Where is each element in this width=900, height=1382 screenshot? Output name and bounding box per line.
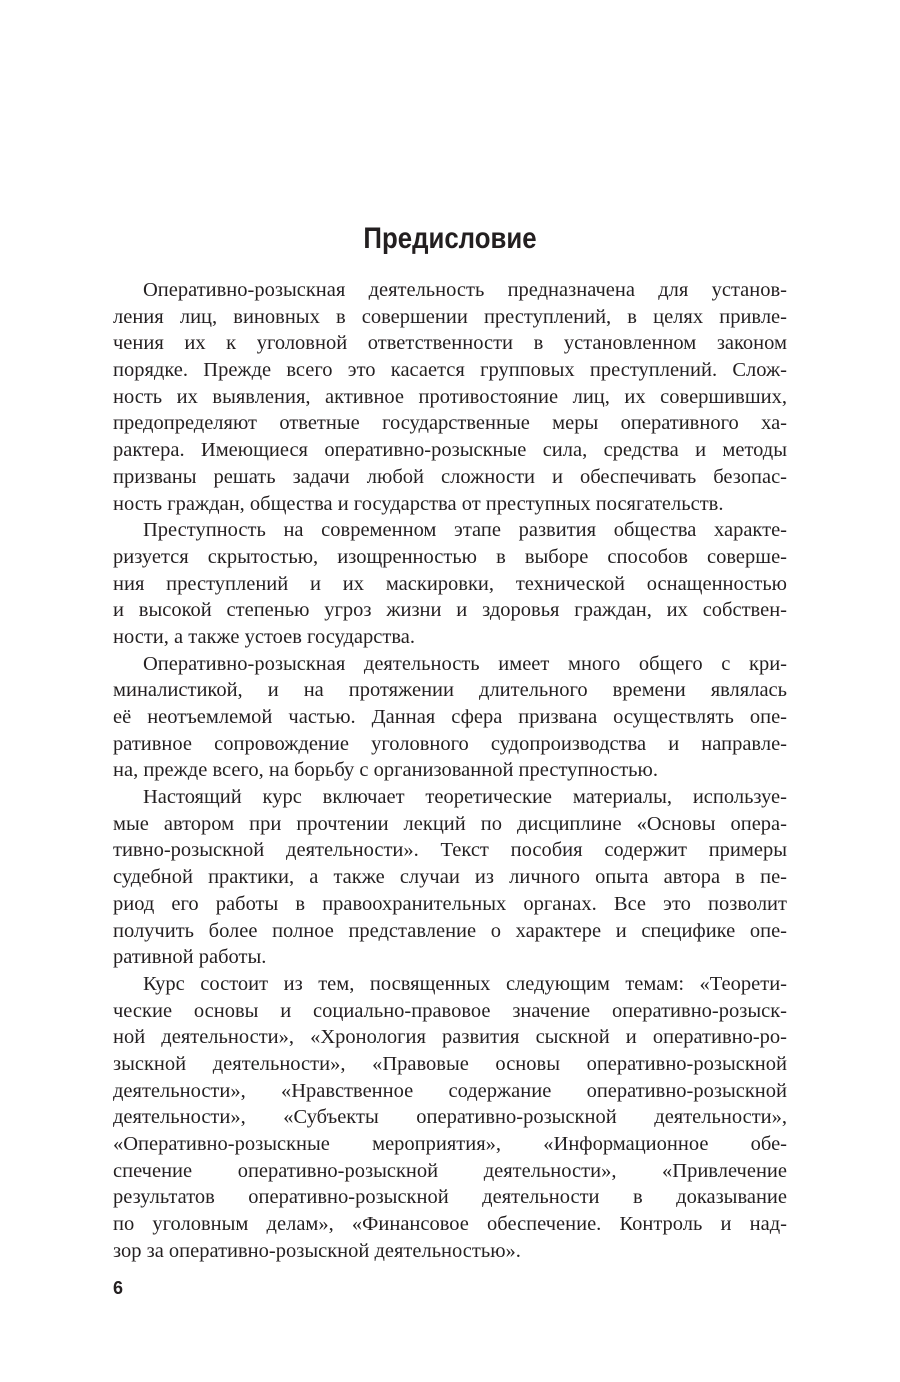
text-line: предопределяют ответные государственные меры оперативного ха- — [113, 412, 787, 435]
text-line: получить более полное представление о характере и специфике опе- — [113, 919, 787, 942]
text-line: судебной практики, а также случаи из личного опыта автора в пе- — [113, 866, 787, 889]
text-line: призваны решать задачи любой сложности и обеспечивать безопас- — [113, 465, 787, 488]
text-line: на, прежде всего, на борьбу с организованной преступностью. — [113, 759, 658, 782]
text-line: ративной работы. — [113, 946, 267, 969]
paragraph — [113, 517, 787, 650]
text-line: её неотъемлемой частью. Данная сфера призвана осуществлять опе- — [113, 706, 787, 728]
text-line: «Оперативно-розыскные мероприятия», «Информационное обе- — [113, 1133, 787, 1155]
text-line: рактера. Имеющиеся оперативно-розыскные сила, средства и методы — [113, 439, 787, 462]
text-line: Оперативно-розыскная деятельность имеет много общего с кри- — [143, 652, 787, 675]
paragraph — [113, 971, 787, 1265]
text-line: деятельности», «Субъекты оперативно-розыскной деятельности», — [113, 1106, 787, 1129]
page-title: Предисловие — [363, 222, 537, 255]
text-line: ность их выявления, активное противостояние лиц, их совершивших, — [113, 385, 787, 408]
text-line: ной деятельности», «Хронология развития сыскной и оперативно-ро- — [113, 1026, 787, 1049]
text-line: деятельности», «Нравственное содержание оперативно-розыскной — [113, 1079, 787, 1102]
paragraph — [113, 277, 787, 517]
text-line: риод его работы в правоохранительных органах. Все это позволит — [113, 892, 787, 915]
text-line: зыскной деятельности», «Правовые основы оперативно-розыскной — [113, 1052, 787, 1075]
body-text — [113, 277, 787, 1264]
text-line: мые автором при прочтении лекций по дисциплине «Основы опера- — [113, 812, 787, 835]
text-line: ния преступлений и их маскировки, технической оснащенностью — [113, 572, 787, 595]
text-line: ративное сопровождение уголовного судопроизводства и направле- — [113, 732, 787, 755]
text-line: ческие основы и социально-правовое значение оперативно-розыск- — [113, 999, 787, 1022]
text-line: по уголовным делам», «Финансовое обеспечение. Контроль и над- — [113, 1213, 787, 1236]
paragraph — [113, 651, 787, 784]
text-line: ности, а также устоев государства. — [113, 625, 415, 648]
text-line: Преступность на современном этапе развития общества характе- — [143, 519, 787, 542]
text-line: порядке. Прежде всего это касается групповых преступлений. Слож- — [113, 359, 787, 382]
page-number: 6 — [113, 1278, 124, 1298]
text-line: ления лиц, виновных в совершении преступлений, в целях привле- — [113, 305, 787, 328]
text-line: Настоящий курс включает теоретические материалы, используе- — [143, 786, 787, 809]
text-line: Курс состоит из тем, посвященных следующим темам: «Теорети- — [143, 972, 787, 995]
text-line: тивно-розыскной деятельности». Текст пособия содержит примеры — [113, 839, 787, 862]
text-line: ность граждан, общества и государства от преступных посягательств. — [113, 492, 724, 515]
text-line: ризуется скрытостью, изощренностью в выборе способов соверше- — [113, 545, 787, 568]
text-line: результатов оперативно-розыскной деятельности в доказывание — [113, 1186, 787, 1209]
text-line: Оперативно-розыскная деятельность предназначена для установ- — [143, 279, 787, 301]
text-line: спечение оперативно-розыскной деятельности», «Привлечение — [113, 1159, 787, 1182]
text-line: чения их к уголовной ответственности в установленном законом — [113, 332, 787, 355]
text-line: миналистикой, и на протяжении длительного времени являлась — [113, 679, 787, 702]
text-line: зор за оперативно-розыскной деятельностью». — [113, 1239, 521, 1262]
paragraph — [113, 784, 787, 971]
text-line: и высокой степенью угроз жизни и здоровья граждан, их собствен- — [113, 599, 787, 622]
